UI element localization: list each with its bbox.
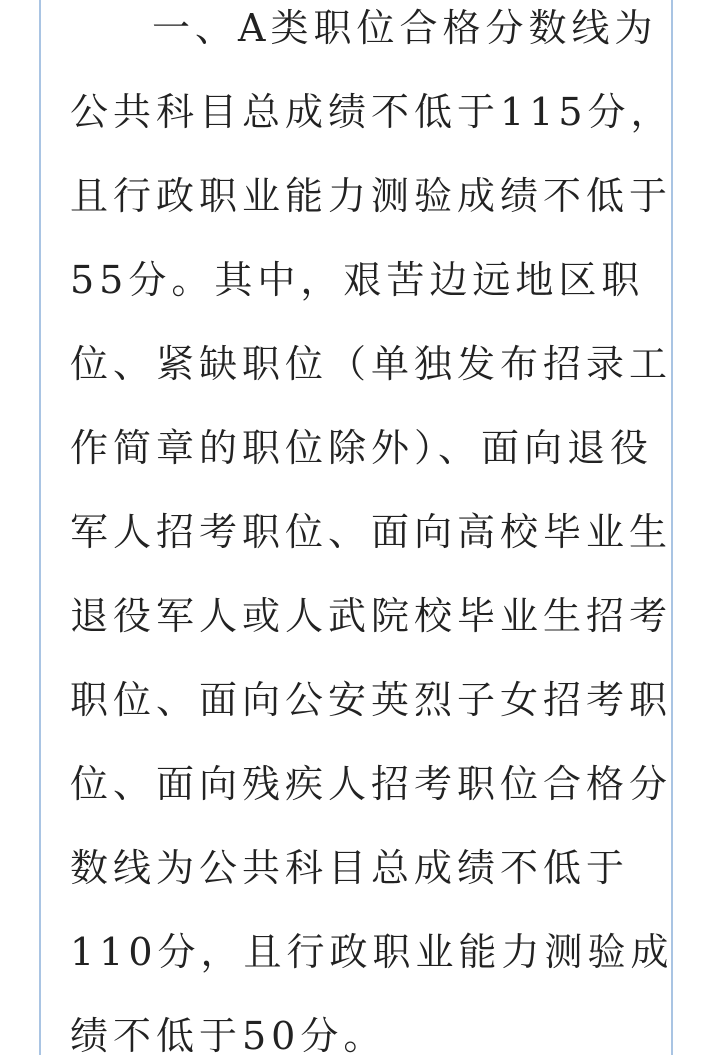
paragraph-line: 作简章的职位除外）、面向退役 (70, 426, 654, 470)
paragraph-line: 一、A类职位合格分数线为 (152, 6, 658, 50)
paragraph-line: 位、紧缺职位（单独发布招录工 (70, 342, 673, 386)
paragraph-line: 位、面向残疾人招考职位合格分 (70, 762, 673, 806)
paragraph-line: 公共科目总成绩不低于115分， (70, 90, 674, 134)
paragraph-line: 退役军人或人武院校毕业生招考 (70, 594, 673, 638)
left-border-line (39, 0, 41, 1055)
paragraph-line: 110分，且行政职业能力测验成 (70, 930, 674, 974)
paragraph-line: 55分。其中，艰苦边远地区职 (70, 258, 645, 302)
paragraph-line: 且行政职业能力测验成绩不低于 (70, 174, 673, 218)
paragraph-line: 绩不低于50分。 (70, 1014, 387, 1055)
paragraph-line: 军人招考职位、面向高校毕业生 (70, 510, 673, 554)
paragraph-line: 职位、面向公安英烈子女招考职 (70, 678, 673, 722)
paragraph-line: 数线为公共科目总成绩不低于 (70, 846, 630, 890)
